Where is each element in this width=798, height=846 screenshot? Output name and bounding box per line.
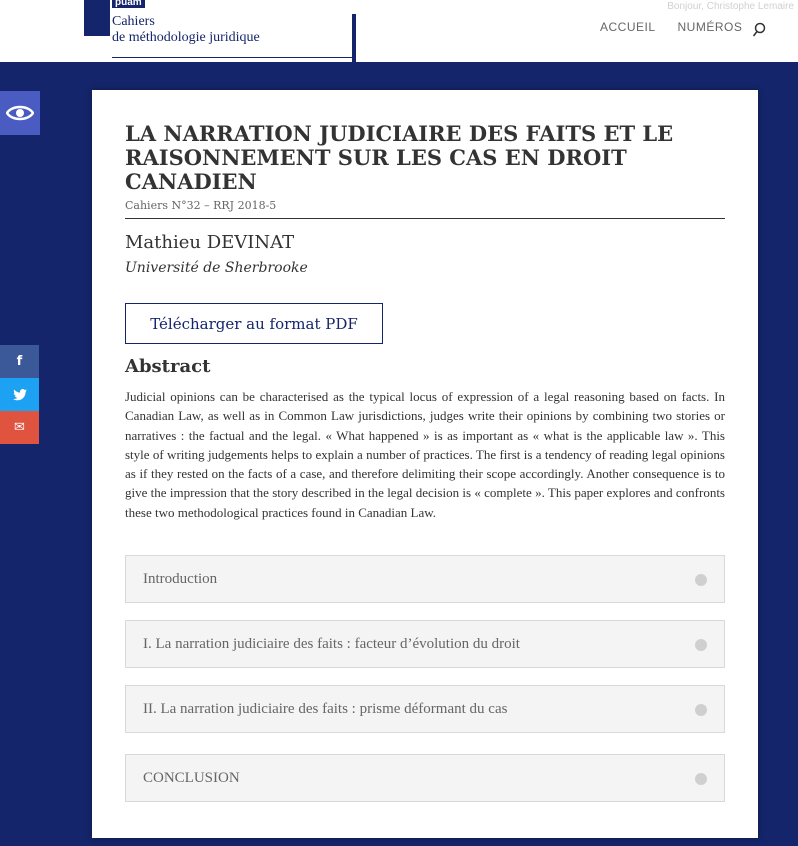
logo-title-line2: de méthodologie juridique <box>112 30 260 45</box>
logo-title-line1: Cahiers <box>112 14 155 29</box>
share-email-button[interactable] <box>0 411 39 444</box>
site-header <box>0 0 798 62</box>
user-greeting: Bonjour, Christophe Lemaire <box>667 1 794 12</box>
eye-icon <box>6 104 34 122</box>
toggle-dot-icon <box>695 704 707 716</box>
site-logo[interactable] <box>84 0 274 62</box>
main-nav <box>600 20 742 34</box>
share-facebook-button[interactable] <box>0 345 39 378</box>
toggle-dot-icon <box>695 773 707 785</box>
accordion-conclusion[interactable] <box>125 754 725 802</box>
abstract-heading: Abstract <box>125 356 211 377</box>
accordion-label: II. La narration judiciaire des faits : prisme déformant du cas <box>143 701 508 717</box>
share-twitter-button[interactable] <box>0 378 39 411</box>
author-name: Mathieu DEVINAT <box>125 232 295 253</box>
download-pdf-button[interactable]: Télécharger au format PDF <box>125 303 383 344</box>
abstract-text: Judicial opinions can be characterised as the typical locus of expression of a legal reasoning based on facts. In Canadian Law, as well as in Common Law jurisdictions, judges write their opinions by combining two stories or narratives : the factual and the legal. « What happened » is as important as « what is the applicable law ». This style of writing judgements helps to explain a number of practices. The first is a tendency of reading legal opinions as if they rested on the facts of a case, and therefore delimiting their scope accordingly. Another consequence is to give the impression that the story described in the legal decision is « complete ». This paper explores and confronts these two methodological practices found in Canadian Law. <box>125 389 725 520</box>
twitter-icon <box>13 389 27 401</box>
logo-mark <box>84 0 110 36</box>
logo-vertical-bar <box>352 14 356 62</box>
accessibility-button[interactable] <box>0 91 40 135</box>
toggle-dot-icon <box>695 574 707 586</box>
nav-accueil[interactable]: ACCUEIL <box>600 20 656 34</box>
nav-numeros[interactable]: NUMÉROS <box>677 20 743 34</box>
email-icon: ✉ <box>14 420 25 435</box>
logo-title <box>112 14 260 46</box>
accordion-label: I. La narration judiciaire des faits : facteur d’évolution du droit <box>143 636 520 652</box>
author-affiliation: Université de Sherbrooke <box>125 260 308 276</box>
search-icon[interactable] <box>752 22 766 38</box>
issue-reference: Cahiers N°32 – RRJ 2018-5 <box>125 199 277 212</box>
toggle-dot-icon <box>695 639 707 651</box>
logo-puam: puam <box>112 0 145 8</box>
accordion-label: CONCLUSION <box>143 770 240 786</box>
logo-rule <box>112 57 352 58</box>
accordion-label: Introduction <box>143 571 218 587</box>
title-divider <box>125 218 725 219</box>
accordion-section-2[interactable] <box>125 685 725 733</box>
accordion-introduction[interactable] <box>125 555 725 603</box>
article-card <box>92 90 758 838</box>
article-title: LA NARRATION JUDICIAIRE DES FAITS ET LE RAISONNEMENT SUR LES CAS EN DROIT CANADIEN <box>125 121 674 194</box>
facebook-icon: f <box>16 354 23 369</box>
accordion-section-1[interactable] <box>125 620 725 668</box>
